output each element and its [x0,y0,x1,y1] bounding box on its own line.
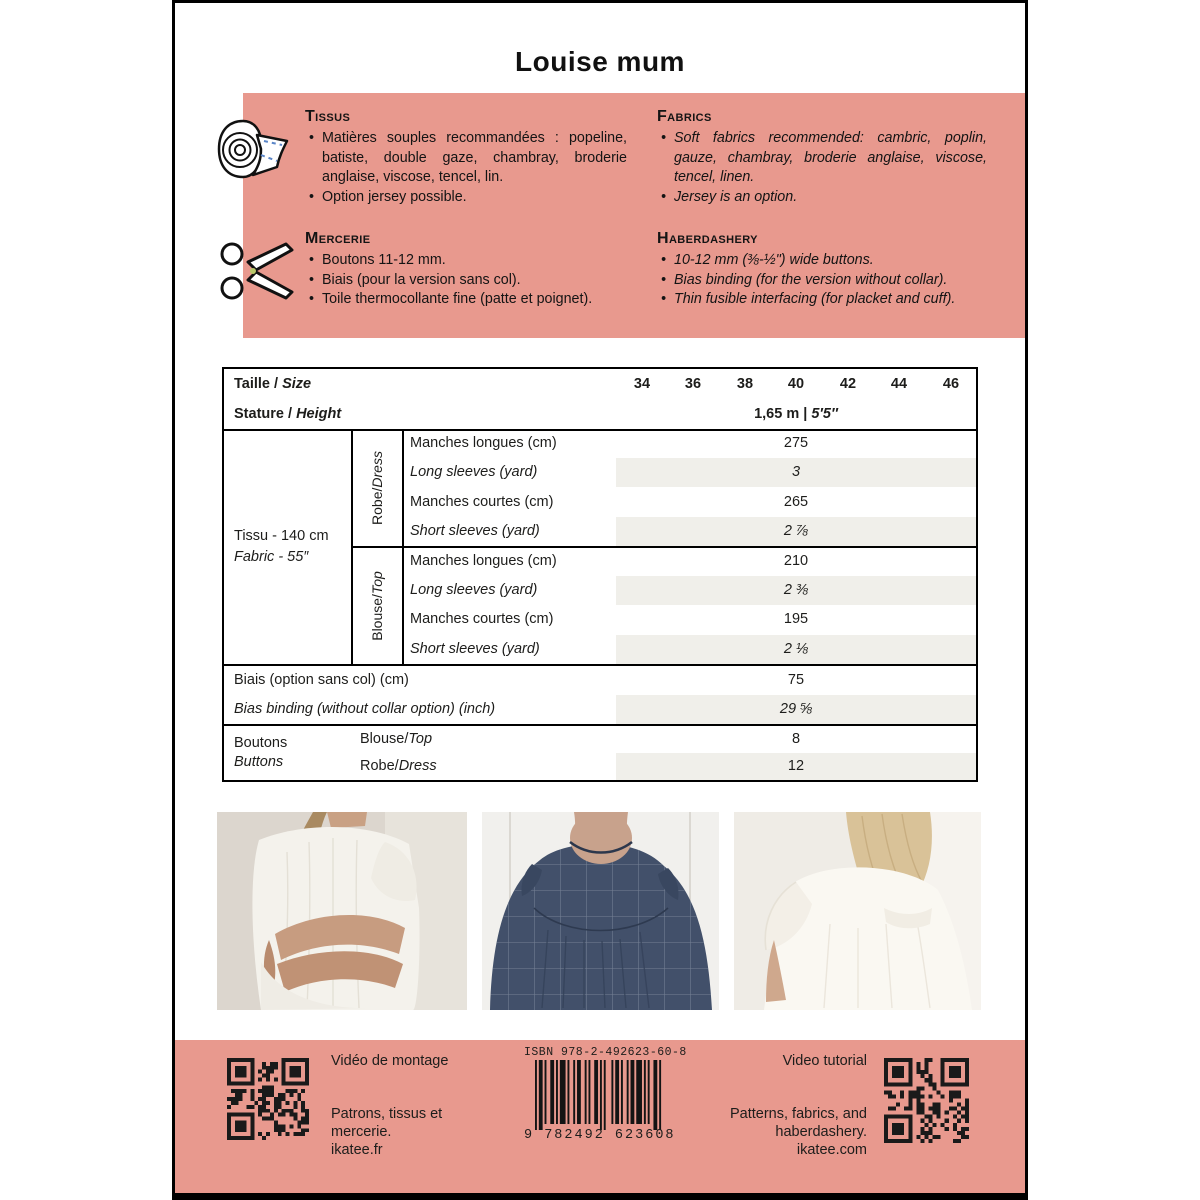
fabrics-list [657,129,987,207]
qr-caption: Video tutorial [782,1053,867,1069]
ean-barcode [535,1060,663,1130]
row-value: 2 ⅛ [616,635,976,664]
buttons-label-en: Buttons [234,754,284,770]
list-item: • Matières souples recommandées : popeline, batiste, double gaze, chambray, broderie anglaise, viscose, tencel, lin. [305,129,627,188]
list-item: • Option jersey possible. [305,188,627,208]
row-label: Manches longues (cm) [410,553,557,569]
photo-child-white-dress [734,812,981,1010]
size-label-fr: Taille [234,376,270,392]
haberdashery-section [657,230,987,310]
fabric-label-en: Fabric - 55″ [234,549,309,565]
table-row [224,666,976,695]
list-item: • Toile thermocollante fine (patte et poignet). [305,290,627,310]
footer [175,1040,1025,1193]
row-value: 3 [616,458,976,487]
group-label-blouse-top: Blouse/Top [368,570,385,641]
footer-left-text [331,1052,448,1159]
haberdashery-heading: Haberdashery [657,230,758,247]
fabrics-heading: Fabrics [657,108,712,125]
row-label: Blouse/Top [360,731,433,747]
list-item: • Jersey is an option. [657,188,987,208]
footer-url: ikatee.fr [331,1142,383,1158]
bias-value-fr: 75 [787,672,805,688]
row-label: Long sleeves (yard) [410,464,538,480]
size-label-en: Size [282,376,312,392]
tissus-list [305,129,627,207]
size-column-header: 40 [787,376,805,392]
mercerie-list [305,251,627,310]
list-item: • Soft fabrics recommended: cambric, poplin, gauze, chambray, broderie anglaise, viscose, tencel, linen. [657,129,987,188]
height-label-en: Height [296,406,342,422]
ean-digits: 9 782492 623608 [524,1128,676,1143]
qr-code-video-fr [227,1058,309,1140]
row-label: Short sleeves (yard) [410,523,540,539]
footer-line: Patterns, fabrics, and [729,1106,867,1122]
size-column-header: 42 [839,376,857,392]
row-label: Short sleeves (yard) [410,641,540,657]
table-header-row [224,369,976,400]
list-item: • Biais (pour la version sans col). [305,271,627,291]
table-row [224,605,976,634]
photo-adult-white-blouse [217,812,467,1010]
row-label: Manches courtes (cm) [410,494,554,510]
page-title: Louise mum [515,46,685,77]
list-item: • Thin fusible interfacing (for placket and cuff). [657,290,987,310]
table-row [224,695,976,724]
footer-line: mercerie. [331,1124,392,1140]
size-column-header: 36 [684,376,702,392]
fabric-roll-icon [213,113,297,189]
isbn-text: ISBN 978-2-492623-60-8 [524,1046,687,1059]
height-value: 1,65 m | 5′5″ [754,406,838,422]
list-item: • Bias binding (for the version without collar). [657,271,987,291]
column-line [402,429,404,664]
label-separator: / [270,376,283,392]
list-item: • Boutons 11-12 mm. [305,251,627,271]
footer-right-text [730,1052,867,1159]
size-column-header: 38 [736,376,754,392]
row-value: 265 [783,494,809,510]
materials-info-box [243,93,1025,338]
table-row [224,726,976,753]
fabric-label-fr: Tissu - 140 cm [234,528,329,544]
photo-navy-check-top [482,812,719,1010]
row-value: 210 [783,553,809,569]
qr-caption: Vidéo de montage [331,1053,449,1069]
row-value: 2 ⅞ [616,517,976,546]
row-label: Long sleeves (yard) [410,582,538,598]
table-row [224,753,976,780]
size-column-header: 44 [890,376,908,392]
barcode-block [524,1046,687,1143]
footer-line: haberdashery. [775,1124,867,1140]
scissors-icon [218,236,296,306]
haberdashery-list [657,251,987,310]
info-column-english [657,108,987,310]
row-value: 275 [783,435,809,451]
row-value: 8 [791,731,801,747]
table-row [224,458,976,487]
bias-value-en: 29 ⅝ [616,695,976,724]
fabrics-section [657,108,987,207]
height-label-fr: Stature [234,406,284,422]
column-line [351,429,353,664]
size-table [222,367,978,782]
footer-url: ikatee.com [796,1142,867,1158]
row-label: Manches courtes (cm) [410,611,554,627]
info-column-french [305,108,627,310]
label-separator: / [283,406,297,422]
height-row [224,400,976,429]
size-column-header: 34 [633,376,651,392]
group-label-robe-dress: Robe/Dress [368,451,385,525]
row-label: Manches longues (cm) [410,435,557,451]
table-row [224,635,976,664]
list-item: • 10-12 mm (⅜-½") wide buttons. [657,251,987,271]
row-value: 2 ⅜ [616,576,976,605]
footer-line: Patrons, tissus et [331,1106,443,1122]
row-value: 12 [616,753,976,780]
row-label: Robe/Dress [360,758,437,774]
table-row [224,488,976,517]
tissus-heading: Tissus [305,108,351,125]
table-row [224,547,976,576]
size-column-header: 46 [942,376,960,392]
bias-label-en: Bias binding (without collar option) (inch) [234,701,496,717]
mercerie-section [305,230,627,310]
bias-label-fr: Biais (option sans col) (cm) [234,672,409,688]
buttons-label-fr: Boutons [234,735,288,751]
qr-code-video-en [884,1058,969,1143]
table-row [224,576,976,605]
table-row [224,517,976,546]
tissus-section [305,108,627,207]
mercerie-heading: Mercerie [305,230,371,247]
row-value: 195 [783,611,809,627]
table-row [224,429,976,458]
